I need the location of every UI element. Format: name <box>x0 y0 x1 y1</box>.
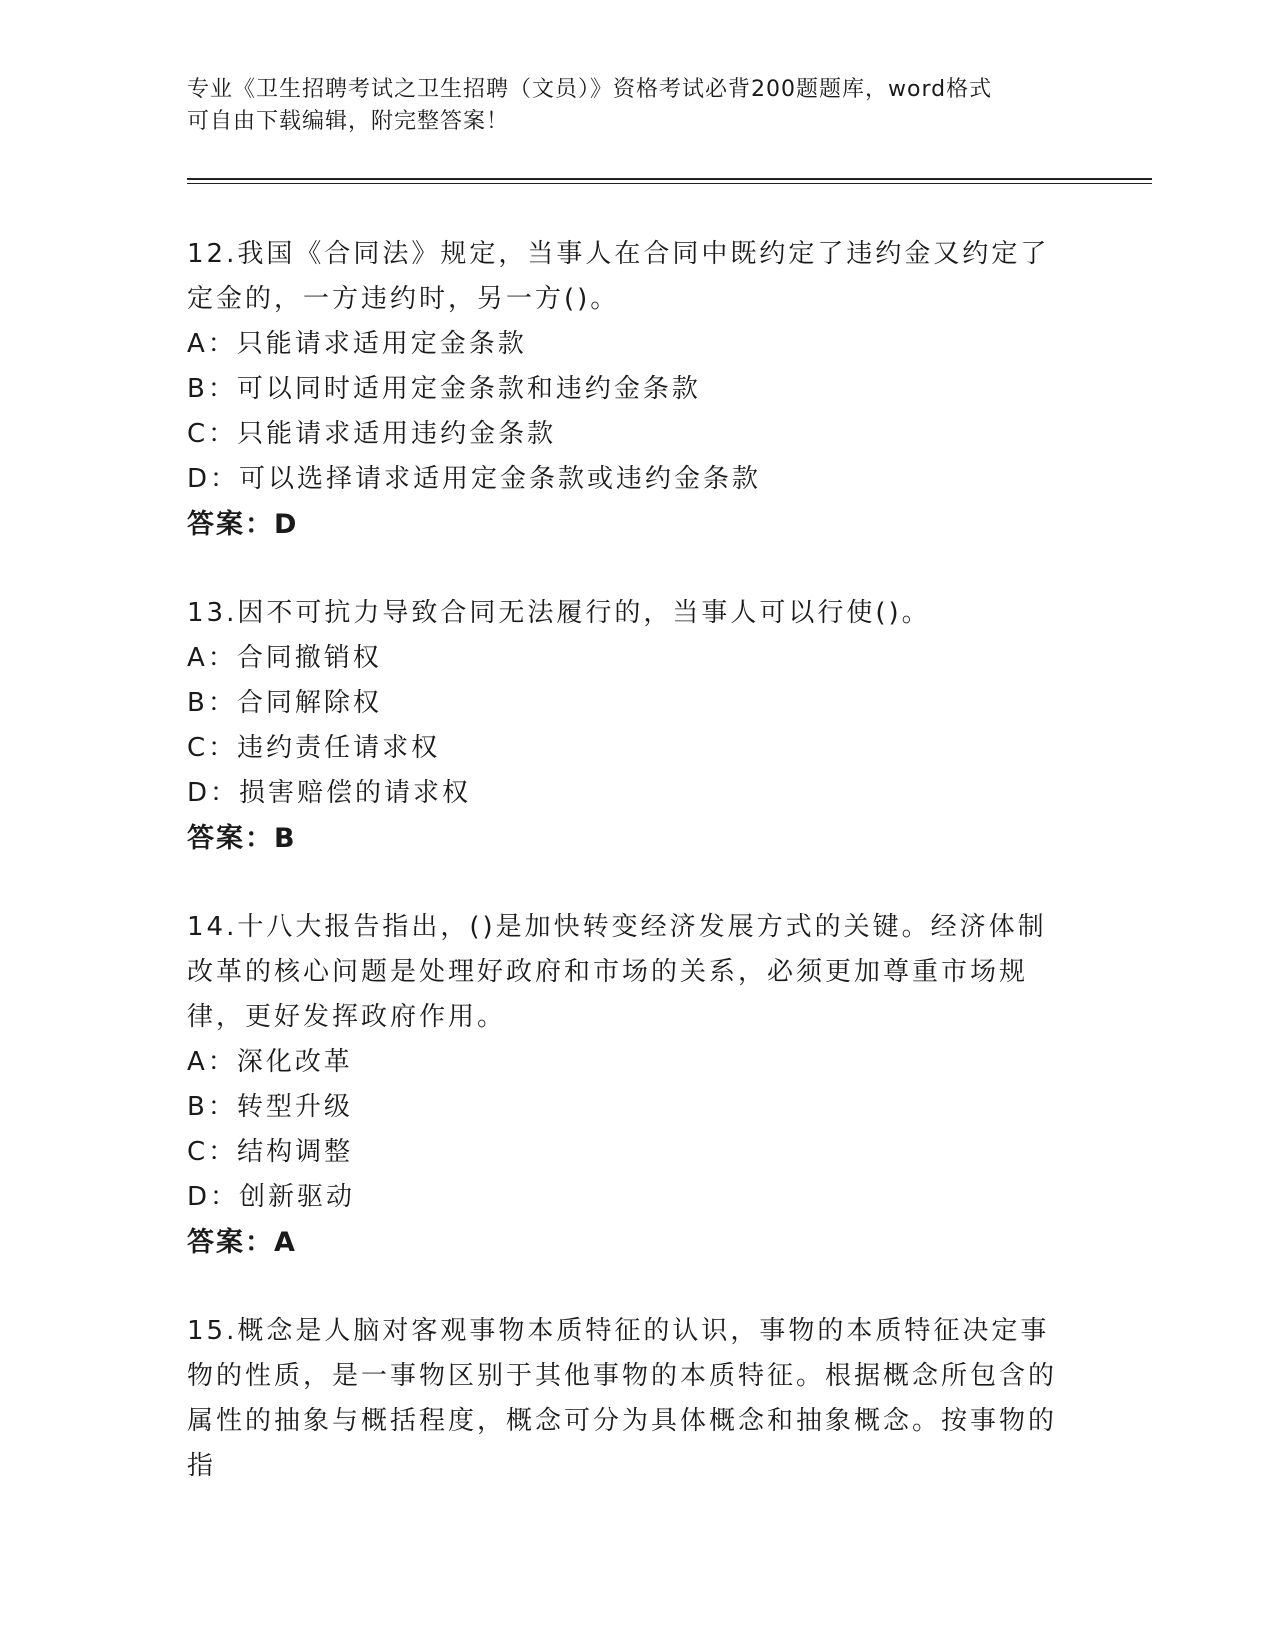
header-divider <box>187 178 1152 184</box>
option-b: B：合同解除权 <box>187 688 382 718</box>
header-line-2: 可自由下载编辑，附完整答案！ <box>187 109 510 134</box>
option-c: C：只能请求适用违约金条款 <box>187 419 557 449</box>
option-a: A：合同撤销权 <box>187 643 382 673</box>
document-header <box>187 74 1067 138</box>
question-14 <box>187 905 1067 1265</box>
answer-line: 答案：A <box>187 1227 297 1258</box>
question-text: 14.十八大报告指出，()是加快转变经济发展方式的关键。经济体制改革的核心问题是处理好政府和市场的关系，必须更加尊重市场规律，更好发挥政府作用。 <box>187 912 1047 1032</box>
question-13 <box>187 591 1067 861</box>
answer-line: 答案：B <box>187 823 297 854</box>
question-text: 15.概念是人脑对客观事物本质特征的认识，事物的本质特征决定事物的性质，是一事物区别于其他事物的本质特征。根据概念所包含的属性的抽象与概括程度，概念可分为具体概念和抽象概念。按事物的指 <box>187 1316 1058 1481</box>
option-c: C：结构调整 <box>187 1137 354 1167</box>
option-b: B：可以同时适用定金条款和违约金条款 <box>187 374 701 404</box>
question-12 <box>187 232 1067 547</box>
option-d: D：创新驱动 <box>187 1182 356 1212</box>
option-b: B：转型升级 <box>187 1092 353 1122</box>
option-a: A：只能请求适用定金条款 <box>187 329 527 359</box>
question-text: 12.我国《合同法》规定，当事人在合同中既约定了违约金又约定了定金的，一方违约时，另一方()。 <box>187 239 1050 314</box>
question-15 <box>187 1309 1067 1489</box>
question-text: 13.因不可抗力导致合同无法履行的，当事人可以行使()。 <box>187 598 931 628</box>
option-d: D：损害赔偿的请求权 <box>187 778 472 808</box>
header-line-1: 专业《卫生招聘考试之卫生招聘（文员）》资格考试必背200题题库，word格式 <box>187 77 993 102</box>
answer-line: 答案：D <box>187 509 299 540</box>
option-d: D：可以选择请求适用定金条款或违约金条款 <box>187 464 762 494</box>
option-a: A：深化改革 <box>187 1047 353 1077</box>
option-c: C：违约责任请求权 <box>187 733 441 763</box>
question-list <box>187 232 1067 1533</box>
